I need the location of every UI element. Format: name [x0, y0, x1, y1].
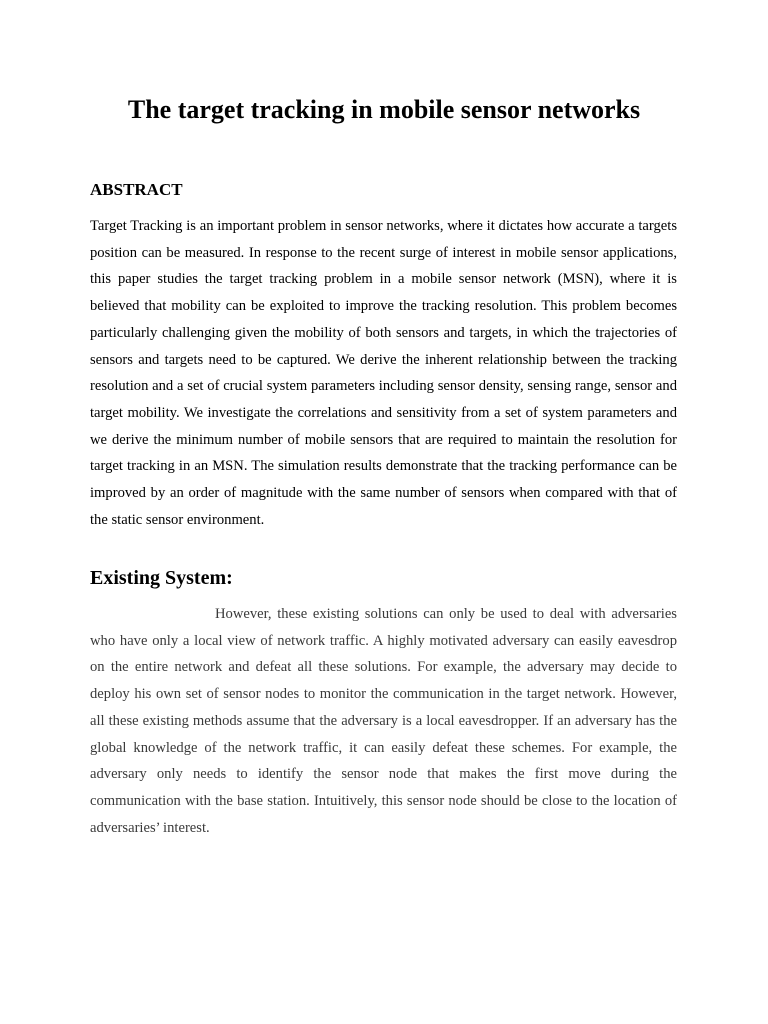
abstract-heading: ABSTRACT [90, 180, 183, 199]
existing-system-paragraph: However, these existing solutions can only be used to deal with adversaries who have only a local view of network traffic. A highly motivated adversary can easily eavesdrop on the entire network and defeat all these solutions. For example, the adversary may decide to deploy his own set of sensor nodes to monitor the communication in the target network. However, all these existing methods assume that the adversary is a local eavesdropper. If an adversary has the global knowledge of the network traffic, it can easily defeat these schemes. For example, the adversary only needs to identify the sensor node that makes the first move during the communication with the base station. Intuitively, this sensor node should be close to the location of adversaries’ interest. [90, 606, 677, 836]
document-title: The target tracking in mobile sensor networks [127, 95, 641, 124]
existing-system-heading: Existing System: [90, 567, 233, 589]
abstract-paragraph: Target Tracking is an important problem in sensor networks, where it dictates how accurate a targets position can be measured. In response to the recent surge of interest in mobile sensor applications, this paper studies the target tracking problem in a mobile sensor network (MSN), where it is believed that mobility can be exploited to improve the tracking resolution. This problem becomes particularly challenging given the mobility of both sensors and targets, in which the trajectories of sensors and targets need to be captured. We derive the inherent relationship between the tracking resolution and a set of crucial system parameters including sensor density, sensing range, sensor and target mobility. We investigate the correlations and sensitivity from a set of system parameters and we derive the minimum number of mobile sensors that are required to maintain the resolution for target tracking in an MSN. The simulation results demonstrate that the tracking performance can be improved by an order of magnitude with the same number of sensors when compared with that of the static sensor environment. [90, 218, 677, 528]
